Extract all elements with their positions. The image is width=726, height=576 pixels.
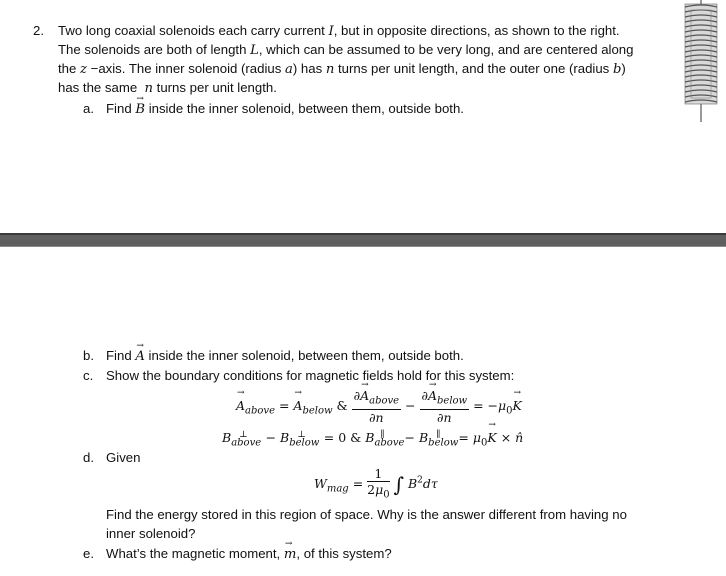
part-e-label: e. <box>83 546 94 561</box>
part-d-text: Given <box>106 450 141 465</box>
part-b-text: Find → A inside the inner solenoid, between them, outside both. <box>106 346 464 366</box>
boundary-equation-1: → $A_{above}$ = → $A_{below}$ & $\frac{\partial\to A_{above}}{\partial n}$ − $\frac{\partial\to A_{below}}{\partial n}$ = $-\mu_0\to K$ <box>236 388 522 425</box>
energy-formula: $W_{mag}$ = $\frac{1}{2\mu_0}$ ∫ $B^2d\tau$ <box>314 466 438 501</box>
intro-line-2: The solenoids are both of length L, which can be assumed to be very long, and are centered along <box>58 42 634 58</box>
section-divider <box>0 233 726 247</box>
coaxial-solenoid-figure-icon <box>683 0 719 122</box>
boundary-equation-2: $B_{above}^\perp - B_{below}^\perp = 0$ & $B_{above}^\parallel - B_{below}^\parallel = \mu_0\to K$ × n̂ <box>222 430 523 449</box>
part-a-label: a. <box>83 101 94 116</box>
intro-line-3: the z −axis. The inner solenoid (radius a) has n turns per unit length, and the outer one (radius b) <box>58 61 626 77</box>
part-a-text: Find → B inside the inner solenoid, between them, outside both. <box>106 99 464 119</box>
part-e-text: What’s the magnetic moment, → m, of this system? <box>106 544 392 564</box>
part-b-label: b. <box>83 348 94 363</box>
problem-number: 2. <box>33 23 44 38</box>
part-d-question-2: inner solenoid? <box>106 526 196 541</box>
part-c-label: c. <box>83 368 94 383</box>
part-c-text: Show the boundary conditions for magnetic fields hold for this system: <box>106 368 515 383</box>
part-d-label: d. <box>83 450 94 465</box>
intro-line-4: has the same n turns per unit length. <box>58 80 277 96</box>
intro-line-1: Two long coaxial solenoids each carry current I, but in opposite directions, as shown to the right. <box>58 23 620 39</box>
part-d-question-1: Find the energy stored in this region of space. Why is the answer different from having no <box>106 507 627 522</box>
formula-numerator: 1 <box>367 466 389 482</box>
